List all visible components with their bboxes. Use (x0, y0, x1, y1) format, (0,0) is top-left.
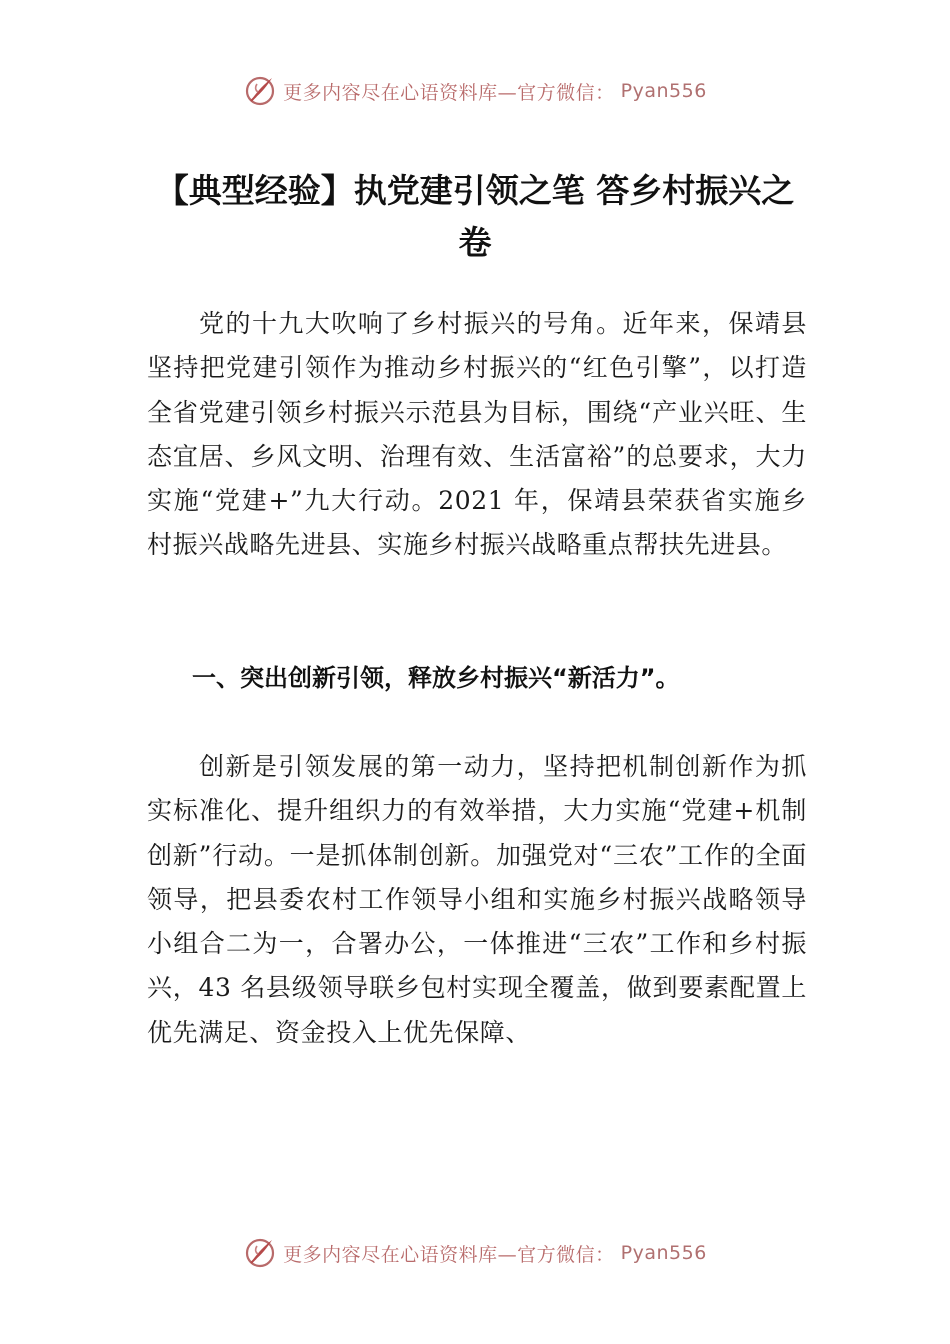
quill-pen-icon (243, 1236, 277, 1270)
quill-pen-icon (243, 74, 277, 108)
watermark-text: 更多内容尽在心语资料库—官方微信： (283, 1243, 615, 1266)
watermark-text: 更多内容尽在心语资料库—官方微信： (283, 81, 615, 104)
watermark-id: Pyan556 (620, 80, 707, 102)
paragraph-intro: 党的十九大吹响了乡村振兴的号角。近年来，保靖县坚持把党建引领作为推动乡村振兴的“红色引擎”，以打造全省党建引领乡村振兴示范县为目标，围绕“产业兴旺、生态宜居、乡风文明、治理有效、生活富裕”的总要求，大力实施“党建+”九大行动。2021 年，保靖县荣获省实施乡村振兴战略先进县、实施乡村振兴战略重点帮扶先进县。 (147, 309, 807, 560)
watermark-header (0, 74, 950, 108)
watermark-footer (0, 1236, 950, 1270)
section-heading-1: 一、突出创新引领，释放乡村振兴“新活力”。 (192, 664, 680, 692)
watermark-id: Pyan556 (620, 1242, 707, 1264)
document-title: 【典型经验】执党建引领之笔 答乡村振兴之卷 (155, 171, 795, 262)
paragraph-section-1: 创新是引领发展的第一动力，坚持把机制创新作为抓实标准化、提升组织力的有效举措，大力实施“党建+机制创新”行动。一是抓体制创新。加强党对“三农”工作的全面领导，把县委农村工作领导小组和实施乡村振兴战略领导小组合二为一，合署办公，一体推进“三农”工作和乡村振兴，43 名县级领导联乡包村实现全覆盖，做到要素配置上优先满足、资金投入上优先保障、 (147, 752, 807, 1047)
